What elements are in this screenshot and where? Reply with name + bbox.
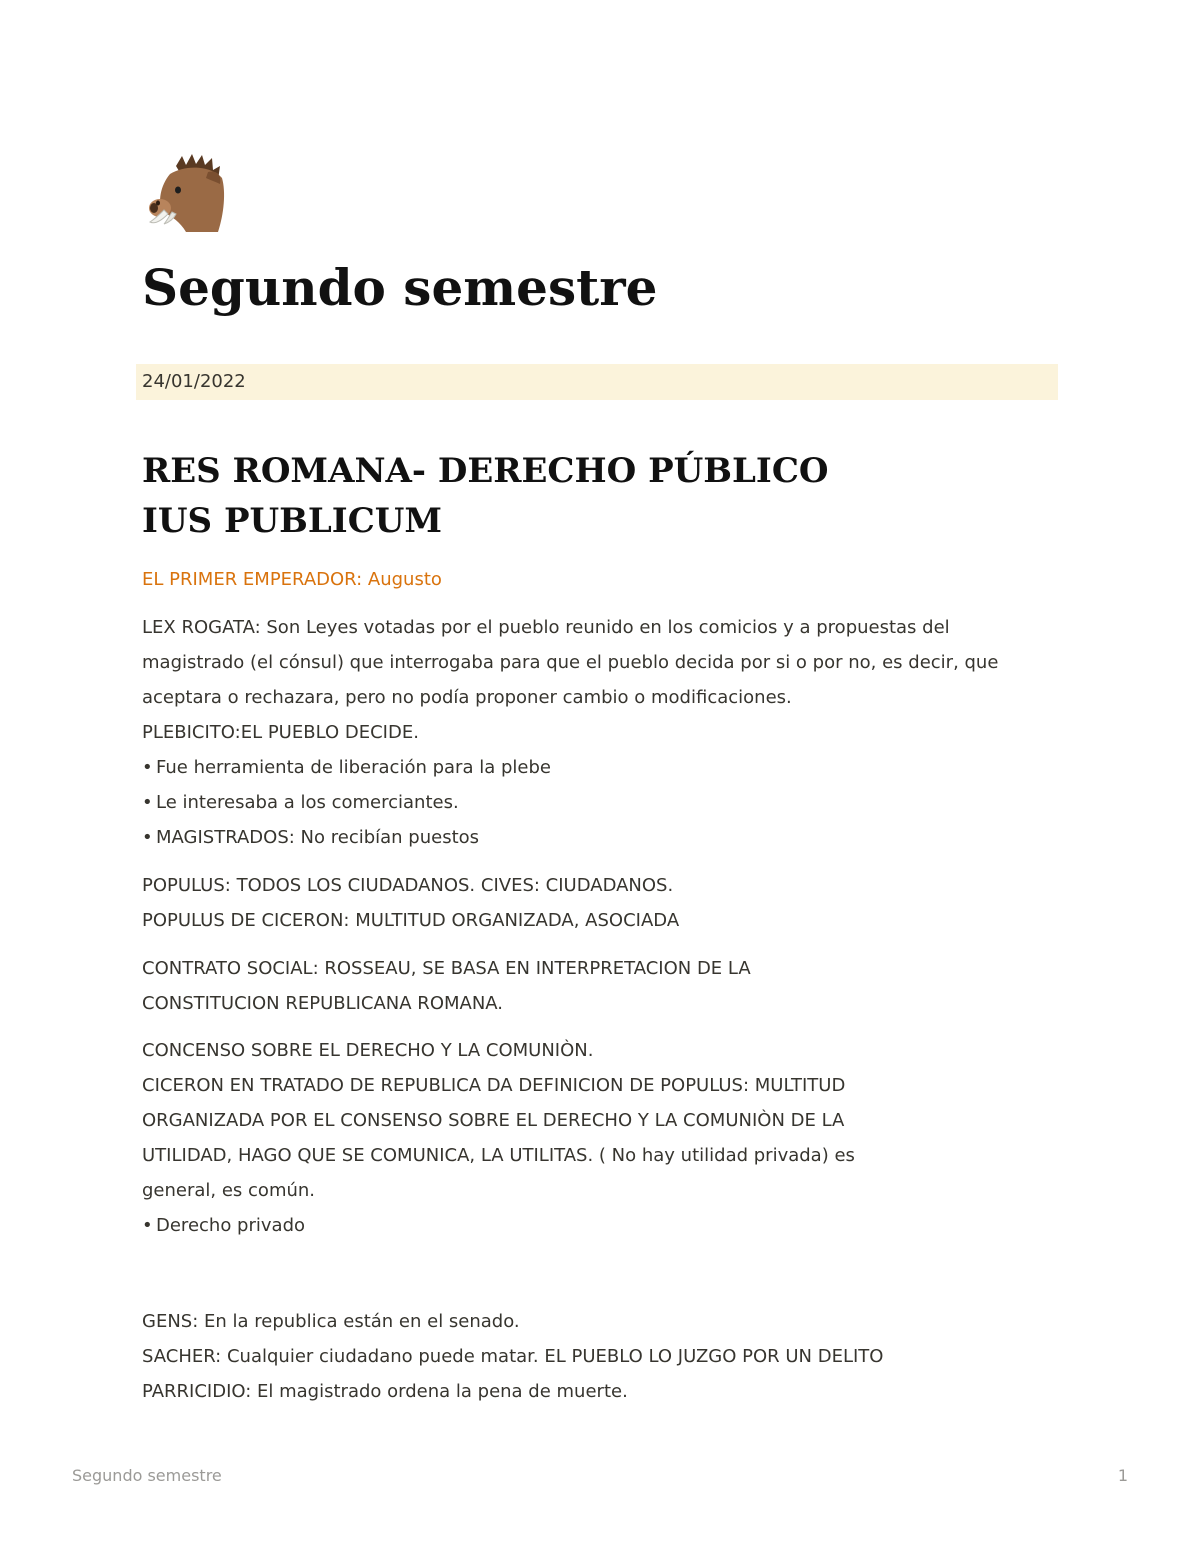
paragraph-consenso [142,1033,1042,1243]
text-line: POPULUS: TODOS LOS CIUDADANOS. CIVES: CIUDADANOS. [142,875,674,896]
subtitle: EL PRIMER EMPERADOR: Augusto [142,569,442,590]
list-item-text: Le interesaba a los comerciantes. [156,792,459,813]
boar-icon[interactable] [146,152,228,234]
text-line: magistrado (el cónsul) que interrogaba para que el pueblo decida por si o por no, es decir, que [142,652,999,673]
heading-line: RES ROMANA- DERECHO PÚBLICO [142,451,829,491]
text-line: CONCENSO SOBRE EL DERECHO Y LA COMUNIÒN. [142,1040,594,1061]
list-item [142,1208,1042,1243]
text-line: general, es común. [142,1180,316,1201]
list-item [142,820,1042,855]
list-item-text: MAGISTRADOS: No recibían puestos [156,827,480,848]
text-line: SACHER: Cualquier ciudadano puede matar. EL PUEBLO LO JUZGO POR UN DELITO [142,1346,884,1367]
text-line: POPULUS DE CICERON: MULTITUD ORGANIZADA, ASOCIADA [142,910,680,931]
paragraph-populus [142,868,1042,938]
section-heading [142,446,829,546]
bullet-icon: • [142,1215,153,1236]
heading-line: IUS PUBLICUM [142,501,443,541]
paragraph-lex-rogata [142,610,1042,855]
bullet-icon: • [142,792,153,813]
paragraph-gens [142,1304,1042,1409]
text-line: aceptara o rechazara, pero no podía proponer cambio o modificaciones. [142,687,792,708]
list-item-text: Fue herramienta de liberación para la plebe [156,757,551,778]
text-line: UTILIDAD, HAGO QUE SE COMUNICA, LA UTILITAS. ( No hay utilidad privada) es [142,1145,855,1166]
list-item [142,750,1042,785]
text-line: LEX ROGATA: Son Leyes votadas por el pueblo reunido en los comicios y a propuestas del [142,617,950,638]
page-number: 1 [1117,1466,1128,1485]
paragraph-contrato-social [142,951,1042,1021]
page-title: Segundo semestre [142,258,658,317]
text-line: CONTRATO SOCIAL: ROSSEAU, SE BASA EN INTERPRETACION DE LA [142,958,751,979]
text-line: GENS: En la republica están en el senado. [142,1311,520,1332]
text-line: ORGANIZADA POR EL CONSENSO SOBRE EL DERECHO Y LA COMUNIÒN DE LA [142,1110,845,1131]
text-line: CONSTITUCION REPUBLICANA ROMANA. [142,993,504,1014]
text-line: PLEBICITO:EL PUEBLO DECIDE. [142,722,419,743]
list-item-text: Derecho privado [156,1215,306,1236]
text-line: CICERON EN TRATADO DE REPUBLICA DA DEFINICION DE POPULUS: MULTITUD [142,1075,846,1096]
text-line: PARRICIDIO: El magistrado ordena la pena de muerte. [142,1381,628,1402]
list-item [142,785,1042,820]
date-callout: 24/01/2022 [136,364,1058,400]
bullet-icon: • [142,757,153,778]
bullet-icon: • [142,827,153,848]
footer-title: Segundo semestre [72,1466,222,1485]
